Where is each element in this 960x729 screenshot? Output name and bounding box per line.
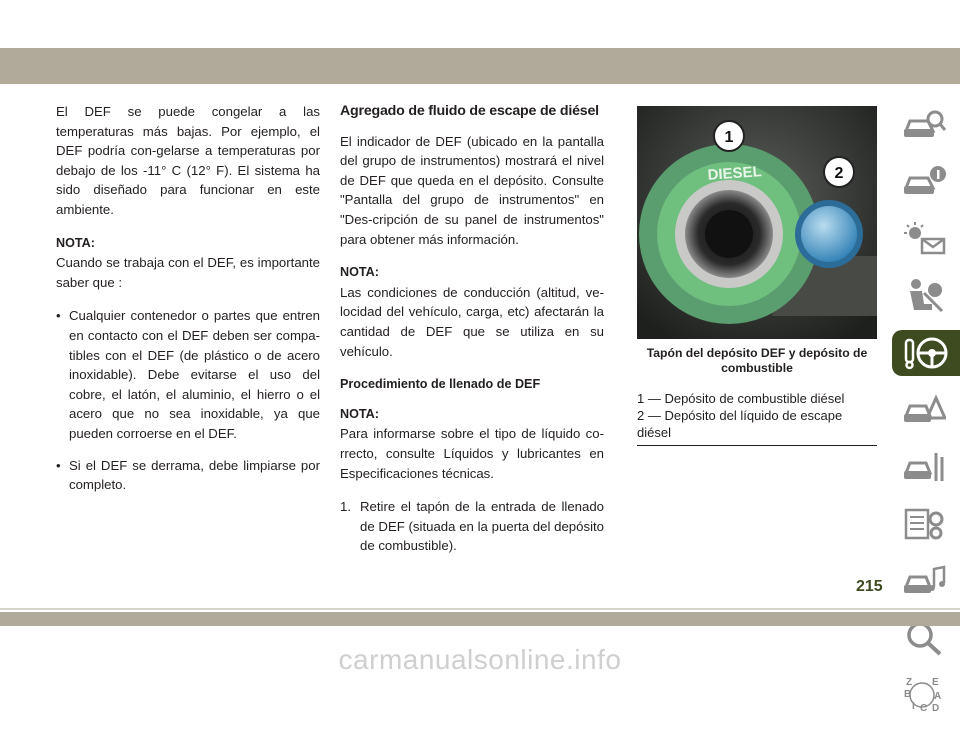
callout-1: 1	[724, 129, 734, 146]
svg-text:A: A	[934, 691, 942, 702]
car-service-tools-icon	[902, 449, 946, 485]
svg-text:B: B	[904, 689, 912, 700]
car-warning-triangle-icon	[902, 392, 946, 428]
column-left	[56, 102, 320, 507]
steering-wheel-key-icon	[902, 334, 950, 372]
cap-label: DIESEL	[707, 163, 763, 184]
note-text: Para informarse sobre el tipo de líquido co-rrecto, consulte Líquidos y lubricantes en Especificaciones técnicas.	[340, 426, 604, 481]
paragraph: El DEF se puede congelar a las temperaturas más bajas. Por ejemplo, el DEF podría con-gelarse a temperaturas por debajo de los -11° C (12° F). El sistema ha sido diseñado para funcionar en este ambiente.	[56, 104, 320, 217]
watermark: carmanualsonline.info	[338, 644, 622, 675]
svg-text:C: C	[920, 703, 928, 714]
svg-text:Z: Z	[906, 677, 913, 688]
list-item: • Si el DEF se derrama, debe limpiarse por completo.	[56, 456, 320, 495]
bullet-list	[56, 306, 320, 494]
alphabet-index-icon	[902, 675, 946, 715]
note-label: NOTA:	[56, 235, 95, 250]
specifications-gears-icon	[902, 506, 946, 542]
tab-alphabet-index-icon[interactable]	[896, 672, 952, 718]
footer-band	[0, 612, 960, 626]
tab-car-service-tools-icon[interactable]	[896, 444, 952, 490]
tab-car-info-icon[interactable]	[896, 159, 952, 205]
svg-text:I: I	[912, 701, 915, 712]
figure-caption: Tapón del depósito DEF y depósito de combustible	[646, 346, 868, 375]
steps-list	[340, 497, 604, 556]
svg-text:D: D	[932, 703, 940, 714]
page-number: 215	[856, 578, 883, 595]
def-cap-photo	[637, 106, 877, 339]
step-number: 1.	[340, 499, 351, 515]
column-middle	[340, 102, 604, 556]
paragraph: El indicador de DEF (ubicado en la pantalla del grupo de instrumentos) mostrará el nivel de DEF que queda en el depósito. Consulte "Pantalla del grupo de instrumentos" en "Des-cripción de su panel de instrumentos" para obtener más información.	[340, 133, 604, 247]
subsection-heading: Procedimiento de llenado de DEF	[340, 377, 541, 392]
legend-item: 1 — Depósito de combustible diésel	[637, 391, 845, 406]
chapter-tabs	[892, 102, 960, 729]
tab-car-warning-triangle-icon[interactable]	[896, 387, 952, 433]
list-item: • Cualquier contenedor o partes que entren en contacto con el DEF deben ser compa-tibles con el DEF (de plástico o de acero inoxidable). Debe evitarse el uso del cobre, el latón, el aluminio, el hierro o el acero que no sea inoxidable, ya que pueden corroerse en el DEF.	[56, 306, 320, 443]
legend-item: 2 — Depósito del líquido de escape diésel	[637, 408, 843, 440]
multimedia-music-icon	[902, 563, 946, 599]
note-text: Cuando se trabaja con el DEF, es importante saber que :	[56, 255, 320, 290]
caption-rule	[637, 445, 877, 446]
column-right	[637, 106, 877, 446]
tab-warning-lights-message-icon[interactable]	[896, 216, 952, 262]
warning-lights-message-icon	[902, 221, 946, 257]
callout-2: 2	[834, 165, 844, 182]
svg-text:E: E	[932, 677, 939, 688]
photo-illustration	[637, 106, 877, 339]
note-text: Las condiciones de conducción (altitud, ve-locidad del vehículo, carga, etc) afectarán la cantidad de DEF que se utiliza en su vehículo.	[340, 284, 604, 359]
header-band	[0, 48, 960, 84]
seat-airbag-icon	[902, 278, 946, 314]
footer-rule	[0, 608, 960, 610]
tab-specifications-gears-icon[interactable]	[896, 501, 952, 547]
car-info-icon	[902, 164, 946, 200]
note-label: NOTA:	[340, 406, 379, 421]
list-item	[340, 497, 604, 556]
tab-car-magnifier-icon[interactable]	[896, 102, 952, 148]
step-text: Retire el tapón de la entrada de llenado de DEF (situada en la puerta del depósito de combustible).	[360, 499, 604, 554]
section-heading: Agregado de fluido de escape de diésel	[340, 103, 599, 119]
car-magnifier-icon	[902, 107, 946, 143]
tab-multimedia-music-icon[interactable]	[896, 558, 952, 604]
tab-seat-airbag-icon[interactable]	[896, 273, 952, 319]
note-label: NOTA:	[340, 265, 379, 280]
tab-steering-wheel-key-icon[interactable]	[892, 330, 960, 376]
